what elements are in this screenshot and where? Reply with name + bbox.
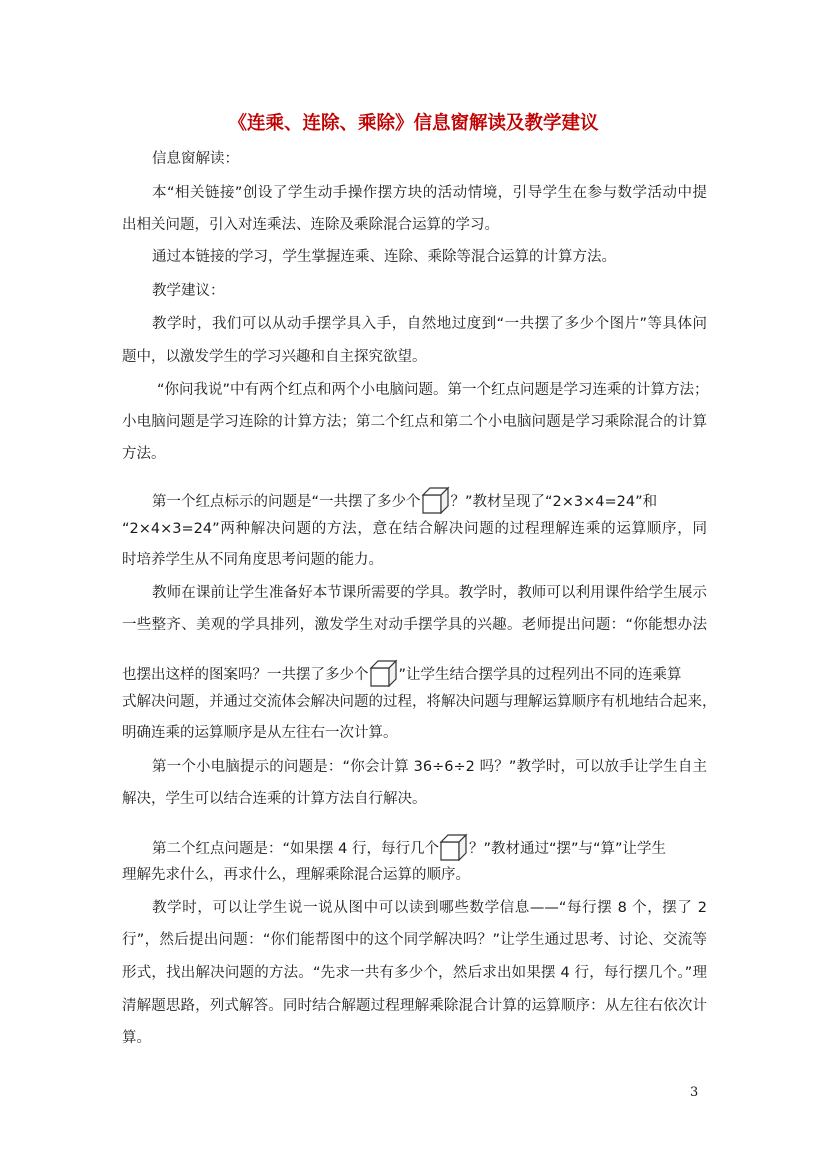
text-segment: 第二个红点问题是：“如果摆 4 行，每行几个 xyxy=(152,841,439,857)
text-line: 教学时，可以让学生说一说从图中可以读到哪些数学信息——“每行摆 8 个，摆了 2 xyxy=(152,900,707,916)
text-line-with-icon xyxy=(122,659,707,681)
page-title: 《连乘、连除、乘除》信息窗解读及教学建议 xyxy=(228,113,599,134)
text-line: 第一个小电脑提示的问题是：“你会计算 36÷6÷2 吗？”教学时，可以放手让学生自主 xyxy=(152,759,707,775)
text-line-with-icon xyxy=(152,486,707,508)
text-line: 解决，学生可以结合连乘的计算方法自行解决。 xyxy=(122,791,427,807)
text-line: 教学建议： xyxy=(152,283,225,299)
text-line: 小电脑问题是学习连除的计算方法；第二个红点和第二个小电脑问题是学习乘除混合的计算 xyxy=(122,414,707,430)
text-segment: 也摆出这样的图案吗？一共摆了多少个 xyxy=(122,667,369,683)
text-line: 清解题思路，列式解答。同时结合解题过程理解乘除混合计算的运算顺序：从左往右依次计 xyxy=(122,998,707,1014)
text-segment: 第一个红点标示的问题是“一共摆了多少个 xyxy=(152,494,421,510)
text-line: 通过本链接的学习，学生掌握连乘、连除、乘除等混合运算的计算方法。 xyxy=(152,249,616,265)
text-line: 方法。 xyxy=(122,446,166,462)
text-line: 本“相关链接”创设了学生动手操作摆方块的活动情境，引导学生在参与数学活动中提 xyxy=(152,185,707,201)
text-line: 出相关问题，引入对连乘法、连除及乘除混合运算的学习。 xyxy=(122,217,499,233)
text-line: 算。 xyxy=(122,1030,151,1046)
text-line: 教学时，我们可以从动手摆学具入手，自然地过度到“一共摆了多少个图片”等具体问 xyxy=(152,316,707,332)
cube-icon xyxy=(439,833,469,861)
text-line: 形式，找出解决问题的方法。“先求一共有多少个，然后求出如果摆 4 行，每行摆几个。”理 xyxy=(122,965,707,981)
text-line: “你问我说”中有两个红点和两个小电脑问题。第一个红点问题是学习连乘的计算方法； xyxy=(157,382,709,398)
text-segment: ？”教材呈现了“2×3×4=24”和 xyxy=(450,494,658,510)
text-line: 式解决问题，并通过交流体会解决问题的过程，将解决问题与理解运算顺序有机地结合起来， xyxy=(122,694,717,710)
text-line: 时培养学生从不同角度思考问题的能力。 xyxy=(122,552,383,568)
text-line: 理解先求什么，再求什么，理解乘除混合运算的顺序。 xyxy=(122,867,470,883)
page-number: 3 xyxy=(690,1085,699,1100)
text-segment: ”让学生结合摆学具的过程列出不同的连乘算 xyxy=(398,667,682,683)
text-line-with-icon xyxy=(152,833,707,855)
text-line: 信息窗解读： xyxy=(152,151,239,167)
cube-icon xyxy=(421,486,451,514)
text-line: 一些整齐、美观的学具排列，激发学生对动手摆学具的兴趣。老师提出问题：“你能想办法 xyxy=(122,617,707,633)
text-line: 题中，以激发学生的学习兴趣和自主探究欲望。 xyxy=(122,349,427,365)
text-line: “2×4×3=24”两种解决问题的方法，意在结合解决问题的过程理解连乘的运算顺序，同 xyxy=(122,521,707,537)
cube-icon xyxy=(369,659,399,687)
text-line: 行”，然后提出问题：“你们能帮图中的这个同学解决吗？”让学生通过思考、讨论、交流等 xyxy=(122,932,707,948)
text-segment: ？”教材通过“摆”与“算”让学生 xyxy=(468,841,667,857)
text-line: 明确连乘的运算顺序是从左往右一次计算。 xyxy=(122,725,398,741)
text-line: 教师在课前让学生准备好本节课所需要的学具。教学时，教师可以利用课件给学生展示 xyxy=(152,585,707,601)
